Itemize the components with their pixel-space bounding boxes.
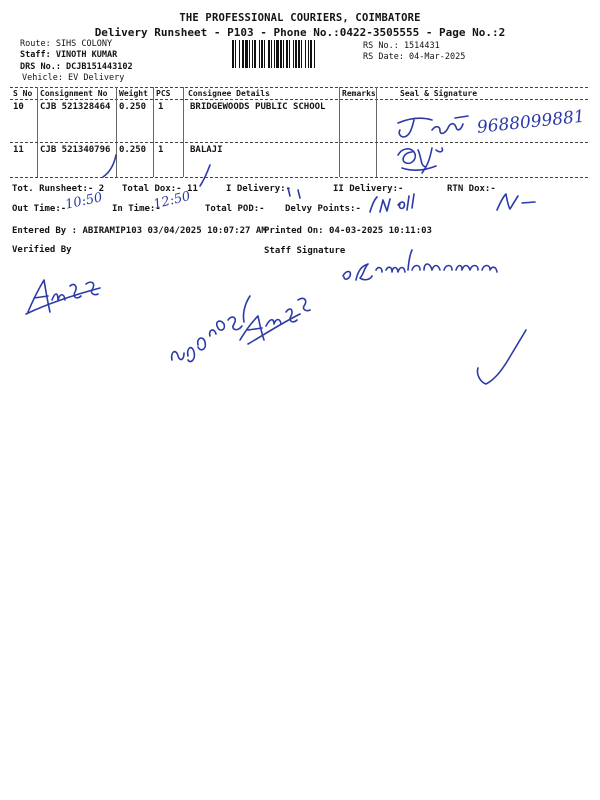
- staff-signature-handwritten: [343, 250, 497, 280]
- row-consignee: BRIDGEWOODS PUBLIC SCHOOL: [190, 102, 326, 112]
- initials-signature: [26, 280, 100, 314]
- route-label: Route: SIHS COLONY: [20, 39, 113, 49]
- row-pcs: 1: [158, 145, 164, 155]
- recipient-signature: [398, 116, 468, 137]
- in-time: In Time:-: [112, 204, 161, 214]
- staff-signature-label: Staff Signature: [264, 246, 346, 256]
- row-pcs: 1: [158, 102, 164, 112]
- tot-runsheet: Tot. Runsheet:- 2: [12, 184, 105, 194]
- col-header-consignment: Consignment No: [40, 89, 108, 98]
- vehicle-label: Vehicle: EV Delivery: [22, 73, 125, 83]
- verified-by: Verified By: [12, 245, 72, 255]
- rs-date: RS Date: 04-Mar-2025: [363, 52, 466, 62]
- col-header-remarks: Remarks: [342, 89, 376, 98]
- total-dox: Total Dox:- 11: [122, 184, 198, 194]
- handwritten-phone: 9688099881: [476, 106, 586, 138]
- runsheet-title: Delivery Runsheet - P103 - Phone No.:0422-3505555 - Page No.:2: [94, 26, 506, 39]
- row-consignment: CJB 521328464: [40, 102, 111, 112]
- row-weight: 0.250: [119, 145, 147, 155]
- handwritten-in-time: 12:50: [152, 188, 192, 213]
- printed-on: Printed On: 04-03-2025 10:11:03: [264, 226, 432, 236]
- stamp-scribble: [398, 148, 443, 173]
- ii-delivery: II Delivery:-: [333, 184, 404, 194]
- rtn-dox: RTN Dox:-: [447, 184, 496, 194]
- delvy-points: Delvy Points:-: [285, 204, 361, 214]
- row-consignment: CJB 521340796: [40, 145, 111, 155]
- large-checkmark: [477, 330, 526, 384]
- row-sno: 10: [13, 102, 24, 112]
- rs-number: RS No.: 1514431: [363, 41, 440, 51]
- i-delivery: I Delivery:-: [226, 184, 292, 194]
- company-name: THE PROFESSIONAL COURIERS, COIMBATORE: [179, 12, 421, 24]
- col-header-seal: Seal & Signature: [400, 89, 478, 98]
- col-header-pcs: PCS: [156, 89, 171, 98]
- col-header-sno: S No: [13, 89, 33, 98]
- row-sno: 11: [13, 145, 24, 155]
- drs-number: DRS No.: DCJB151443102: [20, 62, 133, 72]
- row-consignee: BALAJI: [190, 145, 223, 155]
- col-header-weight: Weight: [119, 89, 148, 98]
- updated-note: [172, 296, 310, 362]
- row-weight: 0.250: [119, 102, 147, 112]
- col-header-consignee: Consignee Details: [188, 89, 270, 98]
- staff-label: Staff: VINOTH KUMAR: [20, 50, 118, 60]
- entered-by: Entered By : ABIRAMIP103 03/04/2025 10:07:27 AM: [12, 226, 267, 236]
- handwritten-out-time: 10:50: [64, 190, 104, 213]
- total-pod: Total POD:-: [205, 204, 265, 214]
- out-time: Out Time:-: [12, 204, 67, 214]
